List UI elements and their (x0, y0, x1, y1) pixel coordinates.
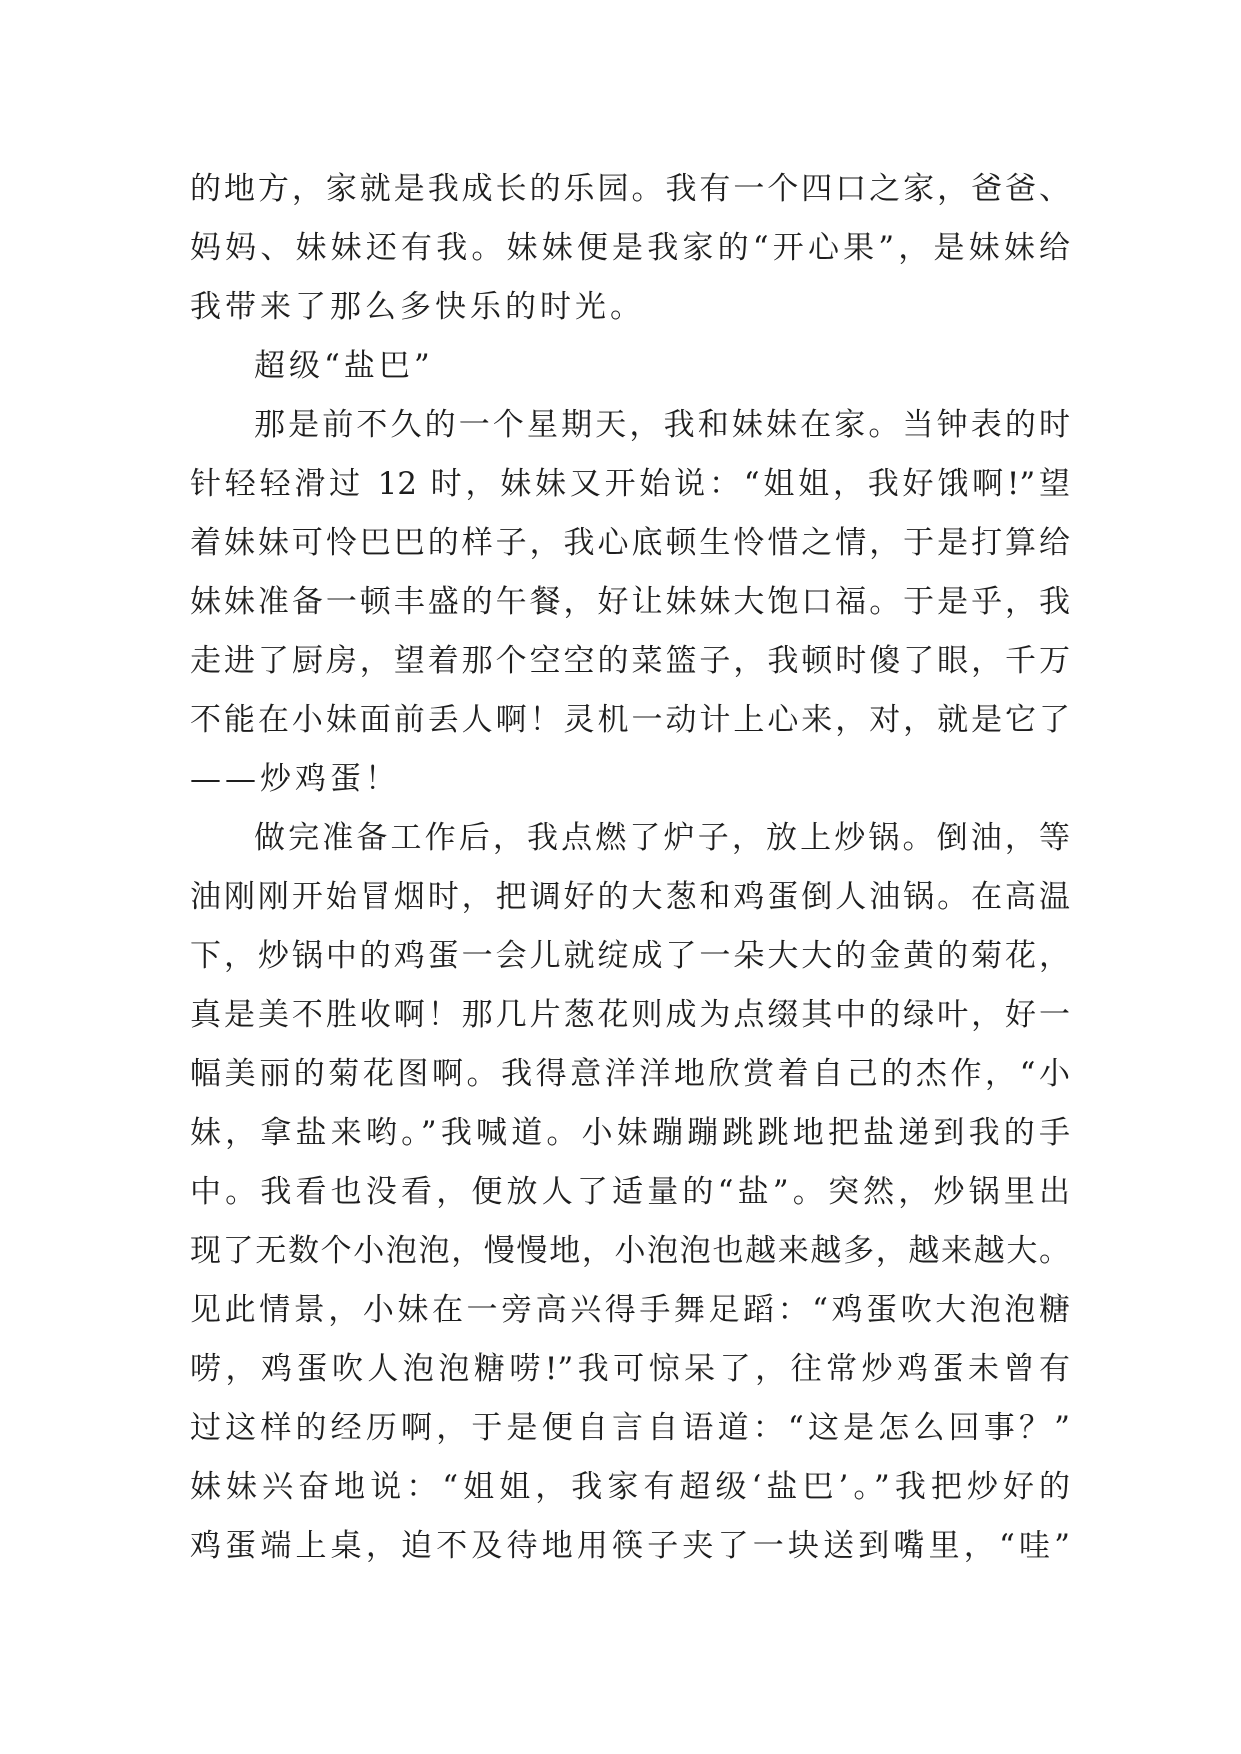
paragraph-line: 妹妹兴奋地说：“姐姐，我家有超级‘盐巴’。”我把炒好的 (190, 1469, 1070, 1505)
paragraph-line: 那是前不久的一个星期天，我和妹妹在家。当钟表的时 (254, 407, 1070, 443)
paragraph-line: 唠，鸡蛋吹人泡泡糖唠!”我可惊呆了，往常炒鸡蛋未曾有 (190, 1351, 1070, 1387)
paragraph-line: 妈妈、妹妹还有我。妹妹便是我家的“开心果”，是妹妹给 (190, 230, 1070, 266)
paragraph-line: 真是美不胜收啊！那几片葱花则成为点缀其中的绿叶，好一 (190, 997, 1070, 1033)
section-heading: 超级“盐巴” (254, 348, 434, 384)
paragraph-line: 我带来了那么多快乐的时光。 (190, 289, 645, 325)
paragraph-line: 幅美丽的菊花图啊。我得意洋洋地欣赏着自己的杰作，“小 (190, 1056, 1070, 1092)
paragraph-line: 针轻轻滑过 12 时，妹妹又开始说：“姐姐，我好饿啊!”望 (190, 466, 1070, 502)
paragraph-line: 鸡蛋端上桌，迫不及待地用筷子夹了一块送到嘴里，“哇” (190, 1528, 1070, 1564)
paragraph-line: 做完准备工作后，我点燃了炉子，放上炒锅。倒油，等 (254, 820, 1070, 856)
text-body (190, 160, 1070, 1576)
paragraph-line: 油刚刚开始冒烟时，把调好的大葱和鸡蛋倒人油锅。在高温 (190, 879, 1070, 915)
paragraph-line: 妹，拿盐来哟。”我喊道。小妹蹦蹦跳跳地把盐递到我的手 (190, 1115, 1070, 1151)
paragraph-line: 下，炒锅中的鸡蛋一会儿就绽成了一朵大大的金黄的菊花， (190, 938, 1070, 974)
paragraph-line: 走进了厨房，望着那个空空的菜篮子，我顿时傻了眼，千万 (190, 643, 1070, 679)
paragraph-line: 不能在小妹面前丢人啊！灵机一动计上心来，对，就是它了 (190, 702, 1070, 738)
paragraph-line: 见此情景，小妹在一旁高兴得手舞足蹈：“鸡蛋吹大泡泡糖 (190, 1292, 1070, 1328)
paragraph-line: 妹妹准备一顿丰盛的午餐，好让妹妹大饱口福。于是乎，我 (190, 584, 1070, 620)
paragraph-line: 过这样的经历啊，于是便自言自语道：“这是怎么回事？” (190, 1410, 1070, 1446)
paragraph-line: 的地方，家就是我成长的乐园。我有一个四口之家，爸爸、 (190, 171, 1070, 207)
paragraph-line: ——炒鸡蛋！ (190, 761, 400, 797)
paragraph-line: 中。我看也没看，便放人了适量的“盐”。突然，炒锅里出 (190, 1174, 1070, 1210)
paragraph-line: 现了无数个小泡泡，慢慢地，小泡泡也越来越多，越来越大。 (190, 1233, 1070, 1269)
paragraph-line: 着妹妹可怜巴巴的样子，我心底顿生怜惜之情，于是打算给 (190, 525, 1070, 561)
